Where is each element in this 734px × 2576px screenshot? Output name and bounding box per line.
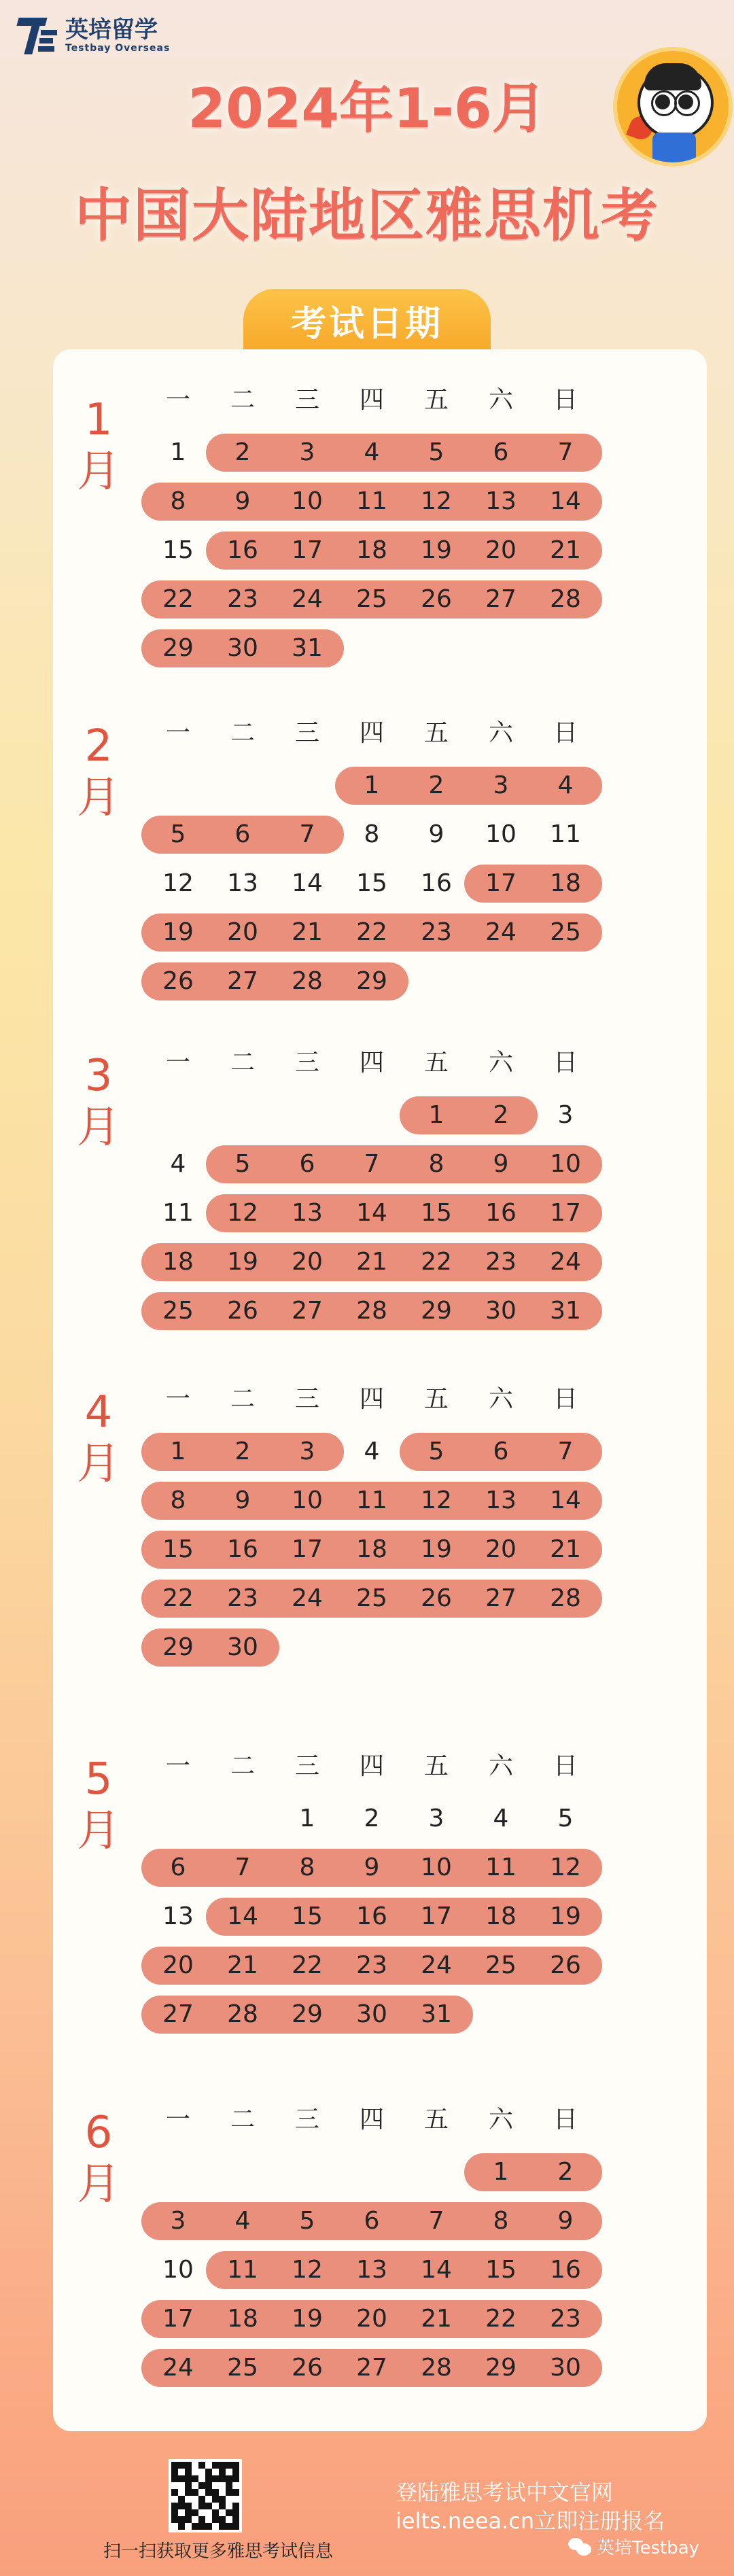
calendar-day: 31 — [421, 2000, 452, 2028]
calendar-day: 16 — [485, 1199, 517, 1227]
weekday-header: 五 — [423, 1049, 449, 1077]
calendar-day: 29 — [292, 2000, 323, 2028]
calendar-day: 28 — [292, 967, 323, 995]
calendar-day: 26 — [292, 2354, 323, 2382]
calendar-day: 30 — [550, 2354, 581, 2382]
calendar-day: 15 — [162, 536, 194, 564]
brand-logo — [15, 14, 170, 57]
calendar-day: 7 — [557, 1438, 574, 1465]
calendar-day: 13 — [292, 1199, 323, 1227]
calendar-day: 21 — [227, 1951, 258, 1979]
calendar-day: 25 — [356, 1584, 387, 1612]
calendar-day: 3 — [428, 1805, 444, 1832]
calendar-day: 17 — [550, 1199, 581, 1227]
calendar-day: 26 — [550, 1951, 581, 1979]
calendar-day: 6 — [299, 1150, 315, 1178]
calendar-day: 7 — [557, 438, 574, 466]
calendar-day: 18 — [162, 1248, 194, 1276]
calendar-day: 9 — [493, 1150, 509, 1178]
calendar-day: 22 — [292, 1951, 323, 1979]
weekday-header: 三 — [294, 386, 319, 414]
calendar-day: 8 — [493, 2207, 509, 2235]
weekday-header: 一 — [165, 1752, 190, 1780]
weekday-header: 三 — [294, 1385, 319, 1413]
calendar-day: 19 — [550, 1902, 581, 1930]
calendar-day: 5 — [234, 1150, 251, 1178]
weekday-header: 五 — [423, 2106, 449, 2134]
calendar-day: 17 — [485, 869, 517, 897]
calendar-day: 13 — [485, 1486, 517, 1514]
calendar-day: 2 — [364, 1805, 380, 1832]
calendar-day: 1 — [299, 1805, 315, 1832]
weekday-header: 四 — [359, 719, 384, 747]
calendar-day: 11 — [356, 1486, 387, 1514]
calendar-day: 13 — [485, 487, 517, 515]
calendar-day: 5 — [428, 438, 444, 466]
calendar-day: 22 — [421, 1248, 452, 1276]
calendar-day: 21 — [550, 1535, 581, 1563]
calendar-day: 1 — [428, 1101, 444, 1129]
calendar-day: 20 — [485, 536, 517, 564]
calendar-day: 23 — [550, 2305, 581, 2333]
calendar-day: 6 — [493, 1438, 509, 1465]
calendar-day: 8 — [299, 1853, 315, 1881]
calendar-day: 5 — [299, 2207, 315, 2235]
calendar-day: 16 — [550, 2256, 581, 2284]
calendar-day: 7 — [234, 1853, 251, 1881]
calendar-day: 1 — [170, 438, 186, 466]
weekday-header: 日 — [553, 1385, 578, 1413]
calendar-day: 28 — [227, 2000, 258, 2028]
wechat-account — [568, 2534, 699, 2559]
calendar-day: 9 — [234, 487, 251, 515]
calendar-day: 22 — [162, 1584, 194, 1612]
calendar-day: 17 — [162, 2305, 194, 2333]
weekday-header: 五 — [423, 719, 449, 747]
calendar-day: 10 — [292, 487, 323, 515]
weekday-header: 六 — [488, 1049, 513, 1077]
calendar-day: 19 — [421, 1535, 452, 1563]
calendar-day: 22 — [485, 2305, 517, 2333]
calendar-day: 6 — [170, 1853, 186, 1881]
weekday-header: 二 — [230, 386, 255, 414]
weekday-header: 一 — [165, 719, 190, 747]
testbay-logo-icon — [15, 14, 58, 57]
calendar-day: 22 — [162, 585, 194, 613]
calendar-day: 14 — [227, 1902, 258, 1930]
calendar-day: 8 — [170, 1486, 186, 1514]
calendar-day: 8 — [170, 487, 186, 515]
weekday-header: 四 — [359, 386, 384, 414]
calendar-day: 23 — [227, 585, 258, 613]
month-label: 3月 — [77, 1051, 120, 1153]
calendar-day: 24 — [485, 918, 517, 946]
weekday-header: 二 — [230, 1049, 255, 1077]
calendar-day: 3 — [170, 2207, 186, 2235]
calendar-day: 29 — [421, 1297, 452, 1325]
calendar-day: 2 — [234, 438, 251, 466]
weekday-header: 二 — [230, 1385, 255, 1413]
calendar-day: 24 — [162, 2354, 194, 2382]
calendar-day: 28 — [550, 1584, 581, 1612]
weekday-header: 一 — [165, 386, 190, 414]
weekday-header: 三 — [294, 1049, 319, 1077]
weekday-header: 六 — [488, 386, 513, 414]
calendar-day: 5 — [557, 1805, 574, 1832]
calendar-day: 4 — [170, 1150, 186, 1178]
calendar-day: 31 — [292, 634, 323, 662]
calendar-day: 1 — [170, 1438, 186, 1465]
calendar-day: 10 — [292, 1486, 323, 1514]
calendar-day: 27 — [356, 2354, 387, 2382]
calendar-day: 23 — [421, 918, 452, 946]
calendar-day: 19 — [292, 2305, 323, 2333]
calendar-day: 5 — [428, 1438, 444, 1465]
calendar-day: 29 — [356, 967, 387, 995]
calendar-day: 29 — [162, 634, 194, 662]
weekday-header: 五 — [423, 386, 449, 414]
brand-name-cn: 英培留学 — [65, 16, 158, 43]
calendar-day: 4 — [364, 438, 380, 466]
weekday-header: 三 — [294, 2106, 319, 2134]
calendar-day: 11 — [162, 1199, 194, 1227]
weekday-header: 一 — [165, 1385, 190, 1413]
calendar-day: 14 — [550, 487, 581, 515]
calendar-day: 25 — [550, 918, 581, 946]
wechat-icon — [568, 2538, 591, 2556]
calendar-day: 12 — [421, 1486, 452, 1514]
calendar-day: 28 — [550, 585, 581, 613]
calendar-day: 9 — [428, 820, 444, 848]
weekday-header: 日 — [553, 2106, 578, 2134]
calendar-day: 18 — [356, 536, 387, 564]
weekday-header: 六 — [488, 2106, 513, 2134]
weekday-header: 六 — [488, 719, 513, 747]
calendar-day: 3 — [557, 1101, 574, 1129]
calendar-day: 6 — [493, 438, 509, 466]
exam-dates-tab-label: 考试日期 — [290, 303, 443, 345]
calendar-day: 5 — [170, 820, 186, 848]
calendar-day: 29 — [485, 2354, 517, 2382]
calendar-day: 19 — [421, 536, 452, 564]
calendar-day: 12 — [292, 2256, 323, 2284]
calendar-day: 15 — [162, 1535, 194, 1563]
calendar-day: 21 — [550, 536, 581, 564]
calendar-day: 31 — [550, 1297, 581, 1325]
calendar-day: 17 — [292, 1535, 323, 1563]
calendar-day: 12 — [227, 1199, 258, 1227]
calendar-day: 10 — [550, 1150, 581, 1178]
calendar-day: 3 — [493, 771, 509, 799]
calendar-day: 29 — [162, 1633, 194, 1661]
calendar-day: 26 — [227, 1297, 258, 1325]
weekday-header: 三 — [294, 719, 319, 747]
calendar-day: 7 — [299, 820, 315, 848]
month-label: 6月 — [77, 2108, 120, 2210]
calendar-day: 20 — [356, 2305, 387, 2333]
calendar-day: 3 — [299, 1438, 315, 1465]
weekday-header: 四 — [359, 1752, 384, 1780]
weekday-header: 五 — [423, 1385, 449, 1413]
calendar-day: 25 — [162, 1297, 194, 1325]
calendar-day: 15 — [485, 2256, 517, 2284]
calendar-day: 16 — [421, 869, 452, 897]
calendar-day: 13 — [162, 1902, 194, 1930]
calendar-day: 18 — [356, 1535, 387, 1563]
calendar-day: 21 — [356, 1248, 387, 1276]
calendar-day: 26 — [421, 585, 452, 613]
calendar-day: 9 — [234, 1486, 251, 1514]
calendar-day: 19 — [162, 918, 194, 946]
calendar-day: 27 — [292, 1297, 323, 1325]
weekday-header: 五 — [423, 1752, 449, 1780]
calendar-day: 23 — [227, 1584, 258, 1612]
calendar-day: 11 — [485, 1853, 517, 1881]
page-title-date-range: 2024年1-6月 — [188, 77, 546, 140]
calendar-day: 4 — [364, 1438, 380, 1465]
calendar-day: 16 — [227, 536, 258, 564]
calendar-day: 25 — [485, 1951, 517, 1979]
calendar-day: 15 — [421, 1199, 452, 1227]
weekday-header: 日 — [553, 1049, 578, 1077]
calendar-day: 21 — [421, 2305, 452, 2333]
calendar-day: 24 — [421, 1951, 452, 1979]
wechat-account-name: 英培Testbay — [597, 2538, 700, 2558]
qr-caption: 扫一扫获取更多雅思考试信息 — [103, 2541, 334, 2562]
calendar-day: 20 — [162, 1951, 194, 1979]
month-label: 1月 — [77, 395, 120, 497]
calendar-day: 17 — [421, 1902, 452, 1930]
calendar-day: 1 — [364, 771, 380, 799]
calendar-day: 14 — [550, 1486, 581, 1514]
calendar-day: 27 — [485, 1584, 517, 1612]
calendar-day: 20 — [227, 918, 258, 946]
weekday-header: 日 — [553, 719, 578, 747]
calendar-day: 15 — [356, 869, 387, 897]
calendar-day: 4 — [234, 2207, 251, 2235]
weekday-header: 三 — [294, 1752, 319, 1780]
calendar-day: 13 — [356, 2256, 387, 2284]
calendar-day: 25 — [227, 2354, 258, 2382]
calendar-day: 16 — [356, 1902, 387, 1930]
calendar-day: 14 — [421, 2256, 452, 2284]
calendar-day: 25 — [356, 585, 387, 613]
calendar-day: 19 — [227, 1248, 258, 1276]
weekday-header: 四 — [359, 1385, 384, 1413]
month-label: 5月 — [77, 1754, 120, 1856]
calendar-day: 9 — [557, 2207, 574, 2235]
calendar-day: 10 — [421, 1853, 452, 1881]
calendar-day: 12 — [162, 869, 194, 897]
calendar-day: 26 — [162, 967, 194, 995]
calendar-day: 23 — [485, 1248, 517, 1276]
weekday-header: 四 — [359, 2106, 384, 2134]
footer-line2: ielts.neea.cn立即注册报名 — [396, 2508, 665, 2534]
calendar-day: 18 — [485, 1902, 517, 1930]
calendar-day: 16 — [227, 1535, 258, 1563]
calendar-day: 13 — [227, 869, 258, 897]
weekday-header: 二 — [230, 1752, 255, 1780]
calendar-day: 18 — [227, 2305, 258, 2333]
calendar-day: 8 — [364, 820, 380, 848]
calendar-day: 24 — [292, 1584, 323, 1612]
calendar-day: 17 — [292, 536, 323, 564]
page-title-main: 中国大陆地区雅思机考 — [74, 182, 659, 249]
calendar-day: 11 — [550, 820, 581, 848]
weekday-header: 二 — [230, 719, 255, 747]
weekday-header: 四 — [359, 1049, 384, 1077]
exam-dates-tab — [243, 289, 491, 351]
month-label: 2月 — [77, 721, 120, 823]
brand-name-en: Testbay Overseas — [65, 43, 171, 54]
qr-code[interactable] — [169, 2459, 242, 2533]
calendar-day: 7 — [364, 1150, 380, 1178]
calendar-day: 6 — [234, 820, 251, 848]
calendar-day: 24 — [550, 1248, 581, 1276]
calendar-day: 10 — [485, 820, 517, 848]
calendar-day: 27 — [227, 967, 258, 995]
calendar-day: 11 — [227, 2256, 258, 2284]
calendar-day: 21 — [292, 918, 323, 946]
calendar-day: 3 — [299, 438, 315, 466]
calendar-day: 6 — [364, 2207, 380, 2235]
footer-line1: 登陆雅思考试中文官网 — [396, 2479, 614, 2505]
calendar-day: 10 — [162, 2256, 194, 2284]
calendar-day: 27 — [485, 585, 517, 613]
weekday-header: 一 — [165, 2106, 190, 2134]
calendar-day: 30 — [485, 1297, 517, 1325]
calendar-day: 8 — [428, 1150, 444, 1178]
weekday-header: 一 — [165, 1049, 190, 1077]
calendar-day: 1 — [493, 2158, 509, 2186]
calendar-day: 30 — [227, 634, 258, 662]
weekday-header: 二 — [230, 2106, 255, 2134]
calendar-day: 15 — [292, 1902, 323, 1930]
calendar-day: 24 — [292, 585, 323, 613]
calendar-day: 2 — [234, 1438, 251, 1465]
calendar-day: 12 — [421, 487, 452, 515]
weekday-header: 六 — [488, 1752, 513, 1780]
calendar-day: 12 — [550, 1853, 581, 1881]
calendar-day: 7 — [428, 2207, 444, 2235]
calendar-day: 23 — [356, 1951, 387, 1979]
calendar-day: 30 — [227, 1633, 258, 1661]
calendar-day: 18 — [550, 869, 581, 897]
weekday-header: 六 — [488, 1385, 513, 1413]
calendar-day: 26 — [421, 1584, 452, 1612]
calendar-day: 28 — [421, 2354, 452, 2382]
calendar-day: 2 — [428, 771, 444, 799]
calendar-day: 30 — [356, 2000, 387, 2028]
calendar-day: 11 — [356, 487, 387, 515]
calendar-day: 4 — [493, 1805, 509, 1832]
calendar-day: 14 — [356, 1199, 387, 1227]
calendar-day: 14 — [292, 869, 323, 897]
mascot-avatar-icon — [617, 51, 729, 162]
calendar-day: 20 — [485, 1535, 517, 1563]
calendar-day: 20 — [292, 1248, 323, 1276]
calendar-day: 2 — [493, 1101, 509, 1129]
weekday-header: 日 — [553, 1752, 578, 1780]
calendar-day: 2 — [557, 2158, 574, 2186]
weekday-header: 日 — [553, 386, 578, 414]
calendar-day: 28 — [356, 1297, 387, 1325]
calendar-day: 22 — [356, 918, 387, 946]
month-label: 4月 — [77, 1387, 120, 1489]
calendar-day: 27 — [162, 2000, 194, 2028]
calendar-day: 9 — [364, 1853, 380, 1881]
calendar-day: 4 — [557, 771, 574, 799]
